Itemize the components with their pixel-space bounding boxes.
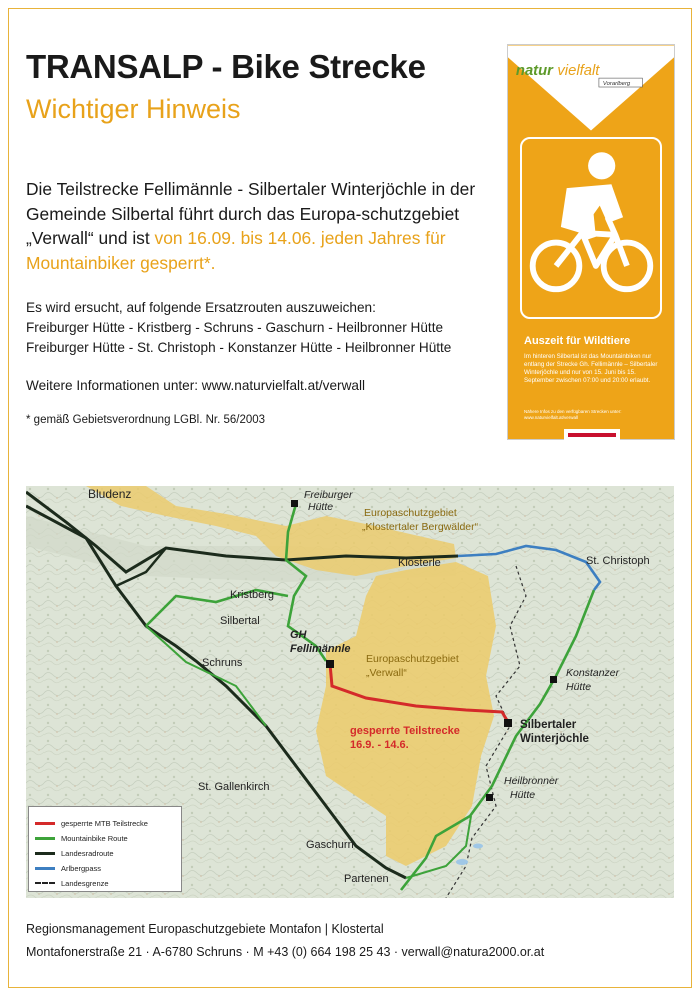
area-verwall-1: Europaschutzgebiet (366, 653, 459, 665)
place-konstanzer-1: Konstanzer (566, 667, 620, 679)
closure-notice (26, 177, 496, 275)
konstanzer-huette-marker (550, 676, 557, 683)
sign-logo-vielfalt: vielfalt (557, 63, 600, 80)
legend-swatch-green (35, 837, 55, 840)
sign-small-print: Nähere Infos zu den verfügbaren Strecken unter: www.naturvielfalt.at/verwall (524, 409, 622, 420)
sign-body: Im hinteren Silbertal ist das Mountainbiken nur entlang der Strecke Gh. Fellimännle – Silbertaler Winterjöchle und nur von 15. Juni bis 15. September zwischen 07:00 und 20:00 erlaubt. (524, 353, 658, 384)
place-konstanzer-2: Hütte (566, 681, 592, 693)
place-kristberg: Kristberg (230, 589, 275, 601)
legend-label: Mountainbike Route (61, 833, 128, 843)
place-bludenz: Bludenz (88, 487, 132, 501)
place-st-christoph: St. Christoph (586, 555, 650, 567)
page-title: TRANSALP - Bike Strecke (26, 48, 426, 85)
place-fellimaennle: Fellimännle (290, 643, 351, 655)
legend-label: gesperrte MTB Teilstrecke (61, 818, 148, 828)
legend-swatch-dashed (35, 882, 55, 884)
heilbronner-huette-marker (486, 794, 493, 801)
mountain-bike-icon (520, 137, 662, 319)
sign-logo-header (508, 45, 674, 131)
closure-period: von 16.09. bis 14.06. jeden Jahres für Mountainbiker gesperrt*. (26, 228, 446, 273)
sign-logo-natur: natur (515, 63, 553, 80)
legend-arlberg (35, 862, 101, 874)
place-silbertal: Silbertal (220, 615, 260, 627)
footnote: * gemäß Gebietsverordnung LGBl. Nr. 56/2003 (26, 414, 266, 426)
legend-state-route (35, 847, 114, 859)
sign-logo-region: Vorarlberg (602, 81, 631, 88)
legend-swatch-red (35, 822, 55, 825)
place-winterjoechle-1: Silbertaler (520, 719, 577, 731)
place-freiburger-1: Freiburger (304, 489, 353, 501)
place-schruns: Schruns (202, 657, 243, 669)
place-heilbronner-2: Hütte (510, 789, 536, 801)
place-gaschurn: Gaschurn (306, 839, 354, 851)
area-verwall-2: „Verwall“ (366, 667, 407, 679)
closure-label-1: gesperrte Teilstrecke (350, 725, 460, 737)
alt-routes-intro: Es wird ersucht, auf folgende Ersatzrouten auszuweichen: (26, 300, 376, 315)
place-heilbronner-1: Heilbronner (504, 775, 559, 787)
footer-organization: Regionsmanagement Europaschutzgebiete Montafon | Klostertal (26, 922, 384, 936)
alt-route-2: Freiburger Hütte - St. Christoph - Konstanzer Hütte - Heilbronner Hütte (26, 340, 452, 355)
closure-label-2: 16.9. - 14.6. (350, 739, 409, 751)
sponsor-logo (564, 429, 620, 443)
place-partenen: Partenen (344, 873, 389, 885)
place-winterjoechle-2: Winterjöchle (520, 733, 589, 745)
legend-label: Landesradroute (61, 848, 114, 858)
freiburger-huette-marker (291, 500, 298, 507)
legend-closed-section (35, 817, 148, 829)
place-klosterle: Klösterle (398, 557, 441, 569)
place-freiburger-2: Hütte (308, 501, 334, 513)
legend-mtb-route (35, 832, 128, 844)
footer-contact: Montafonerstraße 21 · A-6780 Schruns · M +43 (0) 664 198 25 43 · verwall@natura2000.or.at (26, 945, 545, 959)
place-st-gallenkirch: St. Gallenkirch (198, 781, 270, 793)
wildlife-sign (507, 44, 675, 440)
place-gh: GH (290, 629, 307, 641)
closure-notice-text: Die Teilstrecke Fellimännle - Silbertaler Winterjöchle in der Gemeinde Silbertal führt durch das Europa-schutzgebiet „Verwall“ und ist (26, 179, 476, 248)
more-info: Weitere Informationen unter: www.naturvielfalt.at/verwall (26, 378, 365, 393)
page-subtitle: Wichtiger Hinweis (26, 94, 241, 124)
legend-swatch-dark (35, 852, 55, 855)
legend-swatch-blue (35, 867, 55, 870)
alt-route-1: Freiburger Hütte - Kristberg - Schruns - Gaschurn - Heilbronner Hütte (26, 320, 444, 335)
legend-label: Arlbergpass (61, 863, 102, 873)
area-klostertal-1: Europaschutzgebiet (364, 507, 457, 519)
legend-border (35, 877, 109, 889)
legend-label: Landesgrenze (61, 878, 109, 888)
area-klostertal-2: „Klostertaler Bergwälder“ (362, 521, 479, 533)
map-legend (28, 806, 182, 892)
sign-heading: Auszeit für Wildtiere (524, 335, 631, 347)
fellimaennle-marker (326, 660, 334, 668)
winterjoechle-marker (504, 719, 512, 727)
